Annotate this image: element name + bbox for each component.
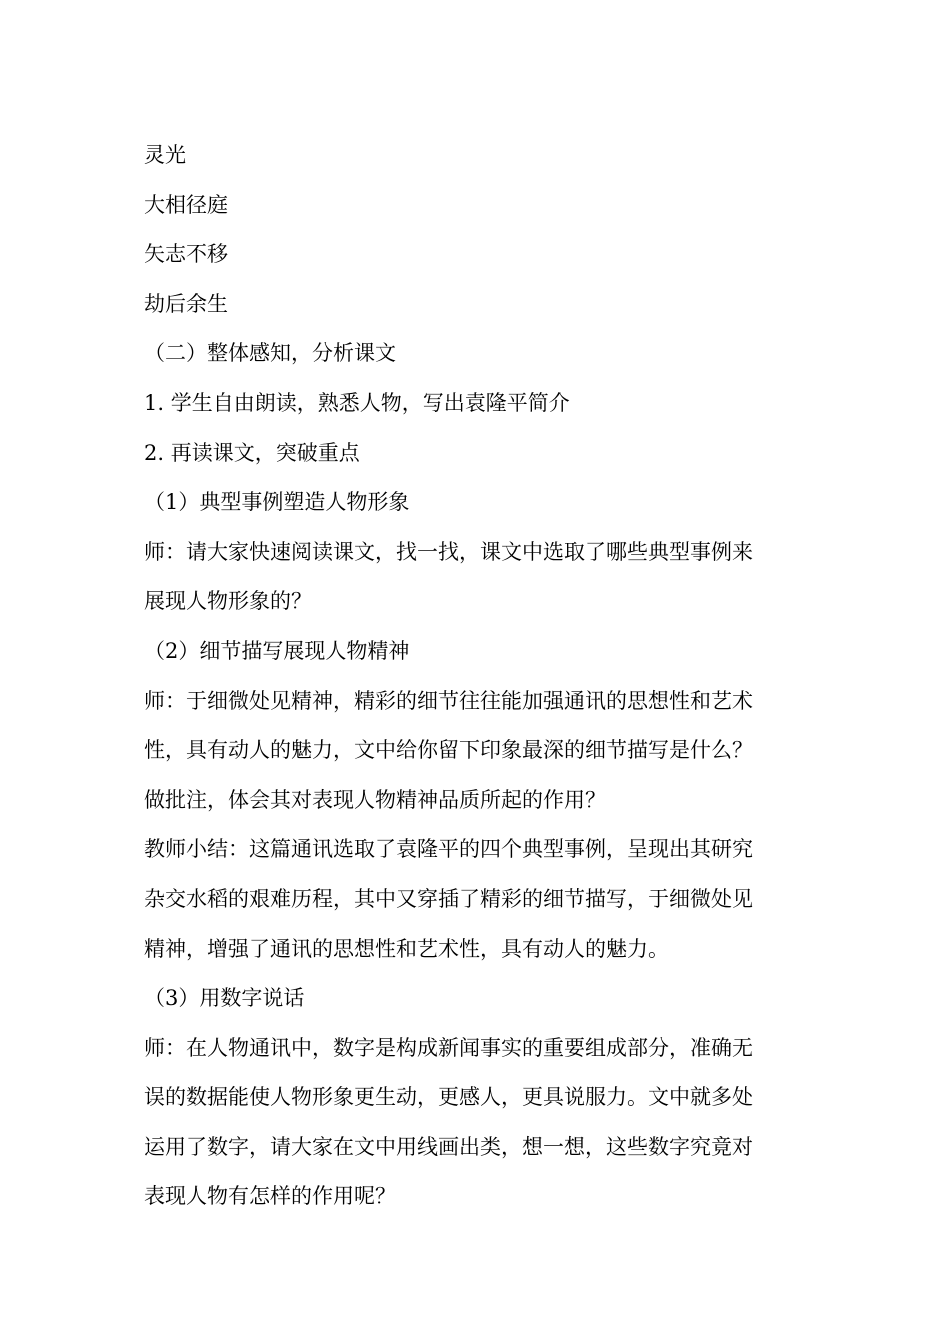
- vocab-item: 矢志不移: [144, 242, 228, 267]
- subsection-heading: （3）用数字说话: [144, 986, 305, 1011]
- paragraph-line: 误的数据能使人物形象更生动，更感人，更具说服力。文中就多处: [144, 1085, 753, 1110]
- paragraph-line: 做批注，体会其对表现人物精神品质所起的作用？: [144, 787, 606, 812]
- summary-line: 精神，增强了通讯的思想性和艺术性，具有动人的魅力。: [144, 936, 669, 961]
- paragraph-line: 表现人物有怎样的作用呢？: [144, 1184, 396, 1209]
- paragraph-line: 师：在人物通讯中，数字是构成新闻事实的重要组成部分，准确无: [144, 1035, 753, 1060]
- paragraph-line: 运用了数字，请大家在文中用线画出类，想一想，这些数字究竟对: [144, 1134, 753, 1159]
- summary-line: 杂交水稻的艰难历程，其中又穿插了精彩的细节描写，于细微处见: [144, 886, 753, 911]
- numbered-step: 1. 学生自由朗读，熟悉人物，写出袁隆平简介: [144, 390, 570, 415]
- vocab-item: 劫后余生: [144, 291, 228, 316]
- summary-line: 教师小结：这篇通讯选取了袁隆平的四个典型事例，呈现出其研究: [144, 837, 753, 862]
- numbered-step: 2. 再读课文，突破重点: [144, 440, 360, 465]
- subsection-heading: （1）典型事例塑造人物形象: [144, 490, 410, 515]
- section-heading: （二）整体感知，分析课文: [144, 341, 396, 366]
- subsection-heading: （2）细节描写展现人物精神: [144, 638, 410, 663]
- paragraph-line: 展现人物形象的？: [144, 589, 312, 614]
- paragraph-line: 性，具有动人的魅力，文中给你留下印象最深的细节描写是什么？: [144, 738, 753, 763]
- document-body: [144, 131, 816, 1222]
- paragraph-line: 师：于细微处见精神，精彩的细节往往能加强通讯的思想性和艺术: [144, 688, 753, 713]
- paragraph-line: 师：请大家快速阅读课文，找一找，课文中选取了哪些典型事例来: [144, 539, 753, 564]
- vocab-item: 大相径庭: [144, 192, 228, 217]
- vocab-item: 灵光: [144, 143, 186, 167]
